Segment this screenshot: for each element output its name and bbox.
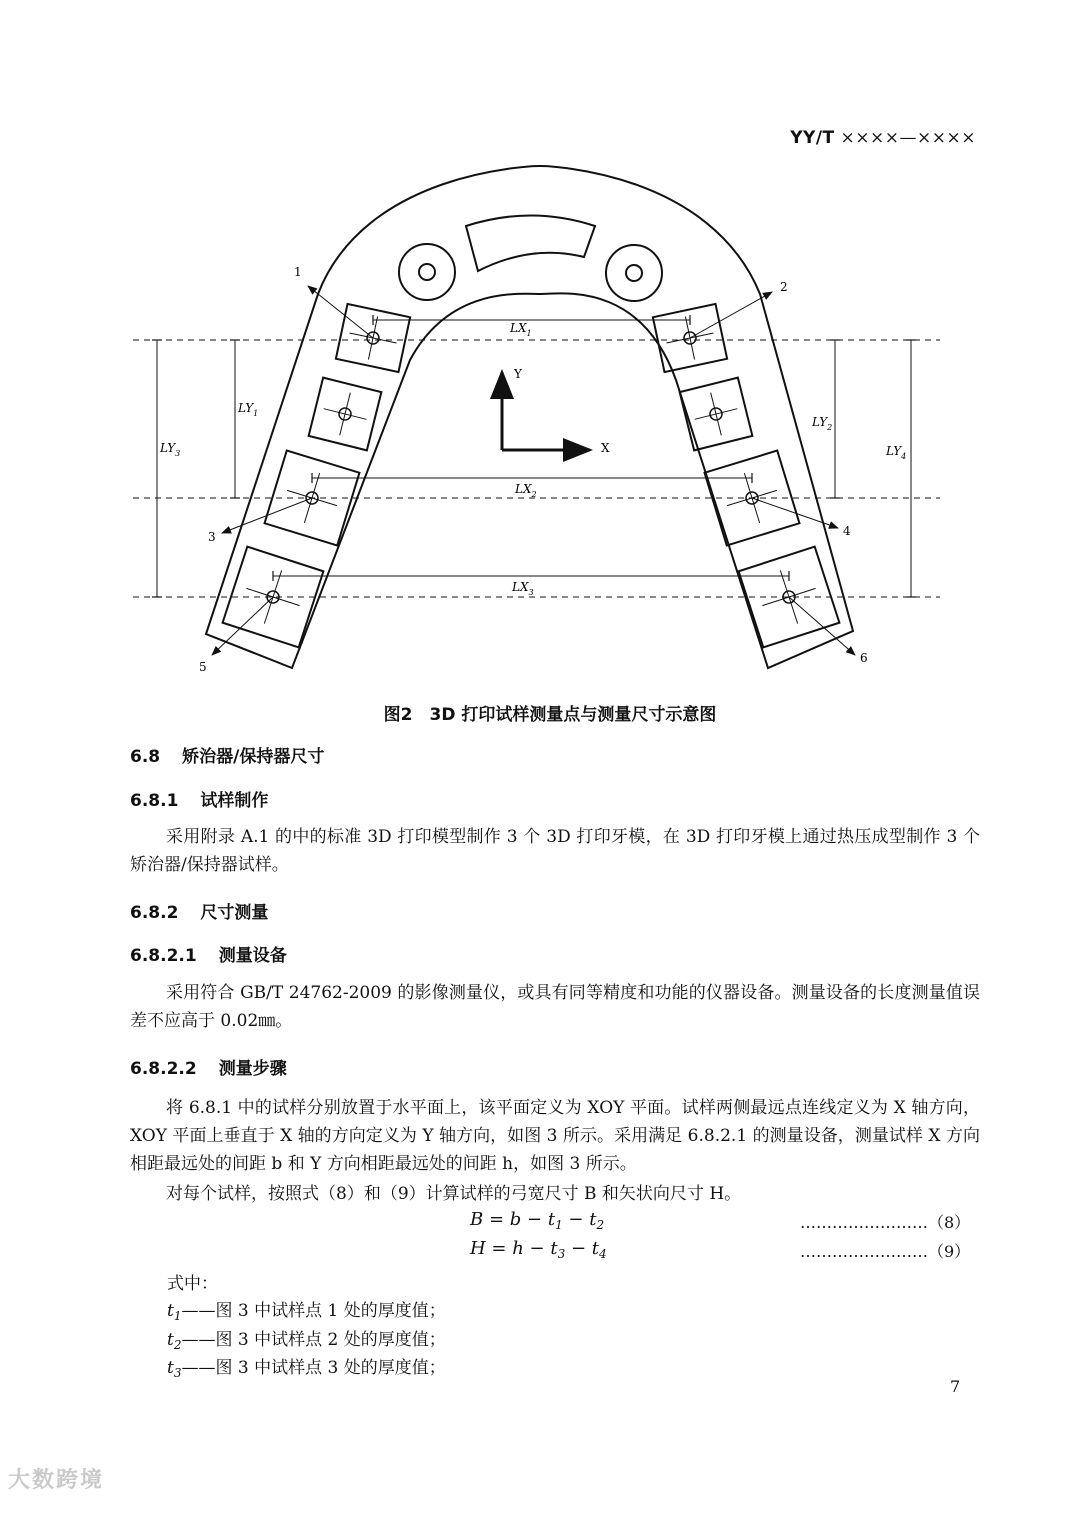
paragraph-6-8-1: 采用附录 A.1 的中的标准 3D 打印模型制作 3 个 3D 打印牙模，在 3D 打印牙模上通过热压成型制作 3 个矫治器/保持器试样。 — [130, 827, 980, 875]
axis-x-label: X — [601, 441, 610, 455]
point-label-4: 4 — [843, 524, 851, 538]
page-number: 7 — [950, 1377, 961, 1396]
label-ly3: $LY_3$ — [160, 441, 181, 458]
specimen-square — [309, 378, 382, 451]
top-window — [466, 216, 595, 272]
standard-code: YY/T — [790, 128, 835, 148]
equation-8: $B = b - t_1 - t_2$ — [470, 1209, 605, 1232]
definition-t3: $t_3——$图 3 中试样点 3 处的厚度值； — [167, 1358, 446, 1380]
point-label-5: 5 — [199, 660, 207, 674]
standard-number: ××××—×××× — [840, 128, 976, 148]
definition-t1: $t_1——$图 3 中试样点 1 处的厚度值； — [167, 1301, 446, 1323]
figure-caption: 图2 3D 打印试样测量点与测量尺寸示意图 — [383, 705, 717, 725]
heading-6-8-1: 6.8.1 试样制作 — [130, 791, 269, 811]
equation-8-number: ……………………（8） — [800, 1213, 971, 1232]
left-top-circle — [399, 244, 455, 300]
label-ly2: $LY_2$ — [812, 415, 833, 432]
where-label: 式中： — [167, 1274, 218, 1294]
label-ly4: $LY_4$ — [886, 444, 907, 461]
paragraph-calc: 对每个试样，按照式（8）和（9）计算试样的弓宽尺寸 B 和矢状向尺寸 H。 — [166, 1184, 742, 1204]
point-label-3: 3 — [208, 530, 216, 544]
point-label-6: 6 — [860, 651, 868, 665]
heading-6-8-2-2: 6.8.2.2 测量步骤 — [130, 1059, 287, 1079]
paragraph-6-8-2-1: 采用符合 GB/T 24762-2009 的影像测量仪，或具有同等精度和功能的仪器设备。测量设备的长度测量值误差不应高于 0.02㎜。 — [130, 983, 980, 1031]
heading-6-8-2-1: 6.8.2.1 测量设备 — [130, 946, 287, 966]
watermark: 大数跨境 — [8, 1468, 105, 1493]
equation-9: $H = h - t_3 - t_4$ — [470, 1238, 607, 1261]
axis-y-label: Y — [514, 367, 522, 381]
heading-6-8-2: 6.8.2 尺寸测量 — [130, 903, 269, 923]
paragraph-6-8-2-2: 将 6.8.1 中的试样分别放置于水平面上，该平面定义为 XOY 平面。试样两侧最远点连线定义为 X 轴方向，XOY 平面上垂直于 X 轴的方向定义为 Y 轴方向，如图 3 所示。采用满足 6.8.2.1 的测量设备，测量试样 X 方向相距最远处的间距 b 和 Y 方向相距最远处的间距 h，如图 3 所示。 — [130, 1098, 980, 1174]
equation-9-number: ……………………（9） — [800, 1242, 971, 1261]
heading-6-8: 6.8 矫治器/保持器尺寸 — [130, 747, 325, 767]
label-lx1: $LX_1$ — [510, 321, 532, 338]
measurement-diagram — [0, 0, 1080, 700]
label-ly1: $LY_1$ — [238, 401, 259, 418]
right-top-circle — [606, 245, 662, 301]
label-lx2: $LX_2$ — [515, 482, 537, 499]
label-lx3: $LX_3$ — [512, 580, 534, 597]
point-label-1: 1 — [294, 265, 302, 279]
definition-t2: $t_2——$图 3 中试样点 2 处的厚度值； — [167, 1330, 446, 1352]
specimen-square — [680, 378, 753, 451]
point-label-2: 2 — [780, 280, 788, 294]
